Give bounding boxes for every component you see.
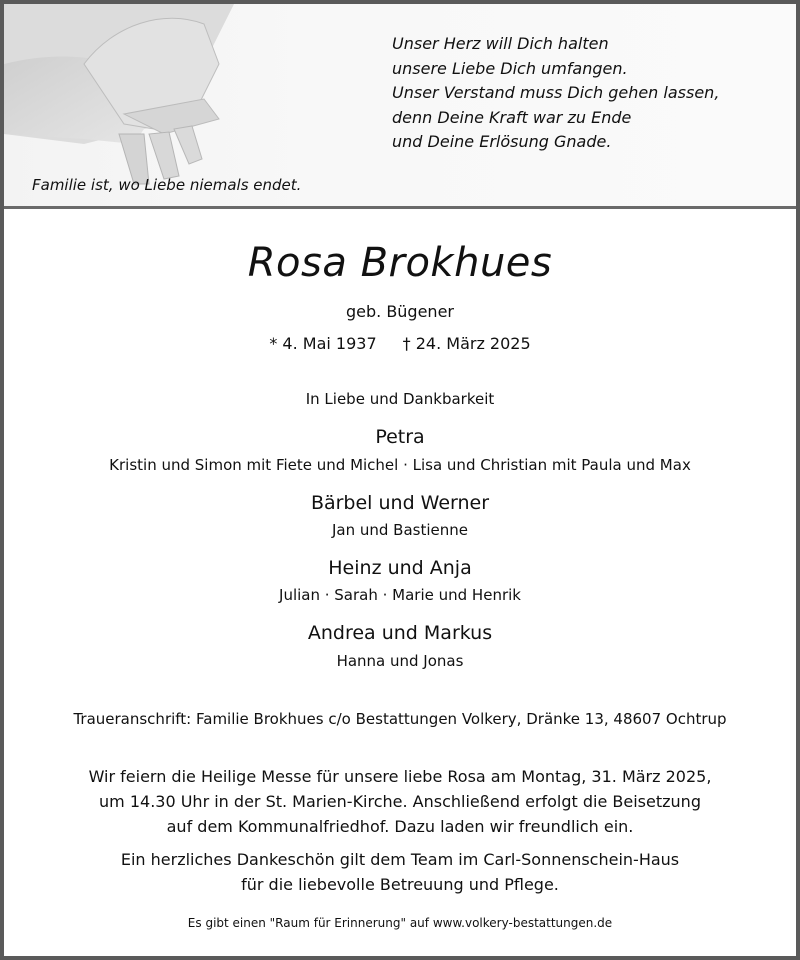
hands-photo <box>4 4 254 204</box>
thanks-note <box>4 847 796 897</box>
poem-line: und Deine Erlösung Gnade. <box>392 132 612 151</box>
deceased-name: Rosa Brokhues <box>247 240 553 286</box>
poem-line: unsere Liebe Dich umfangen. <box>392 58 628 78</box>
thanks-line: Ein herzliches Dankeschön gilt dem Team im Carl-Sonnenschein-Haus <box>120 850 680 869</box>
family-main: Bärbel und Werner <box>310 492 490 514</box>
header-banner <box>4 4 796 206</box>
poem <box>392 32 719 155</box>
family-main: Petra <box>375 426 425 448</box>
life-dates <box>4 334 796 353</box>
family-sub: Hanna und Jonas <box>336 652 464 670</box>
family-main: Heinz und Anja <box>328 557 472 579</box>
mass-line: um 14.30 Uhr in der St. Marien-Kirche. Anschließend erfolgt die Beisetzung <box>99 792 701 811</box>
poem-line: Unser Herz will Dich halten <box>392 34 609 53</box>
mass-line: auf dem Kommunalfriedhof. Dazu laden wir freundlich ein. <box>166 817 634 836</box>
poem-line: denn Deine Kraft war zu Ende <box>392 107 632 127</box>
banner-motto: Familie ist, wo Liebe niemals endet. <box>32 176 302 194</box>
family-sub: Julian · Sarah · Marie und Henrik <box>279 586 521 604</box>
mourning-address: Traueranschrift: Familie Brokhues c/o Bestattungen Volkery, Dränke 13, 48607 Ochtrup <box>73 710 727 728</box>
born-name: geb. Bügener <box>345 302 454 321</box>
thanks-line: für die liebevolle Betreuung und Pflege. <box>241 875 559 894</box>
mass-line: Wir feiern die Heilige Messe für unsere liebe Rosa am Montag, 31. März 2025, <box>88 767 712 786</box>
death-date: † 24. März 2025 <box>402 334 531 353</box>
memorial-link-note: Es gibt einen "Raum für Erinnerung" auf www.volkery-bestattungen.de <box>187 916 613 930</box>
poem-line: Unser Verstand muss Dich gehen lassen, <box>392 83 720 102</box>
birth-date: * 4. Mai 1937 <box>269 334 377 353</box>
family-sub: Kristin und Simon mit Fiete und Michel · Lisa und Christian mit Paula und Max <box>109 456 691 474</box>
dedication: In Liebe und Dankbarkeit <box>305 390 495 408</box>
mass-announcement <box>4 764 796 839</box>
family-main: Andrea und Markus <box>307 622 493 644</box>
family-sub: Jan und Bastienne <box>331 521 468 539</box>
divider <box>4 206 796 209</box>
